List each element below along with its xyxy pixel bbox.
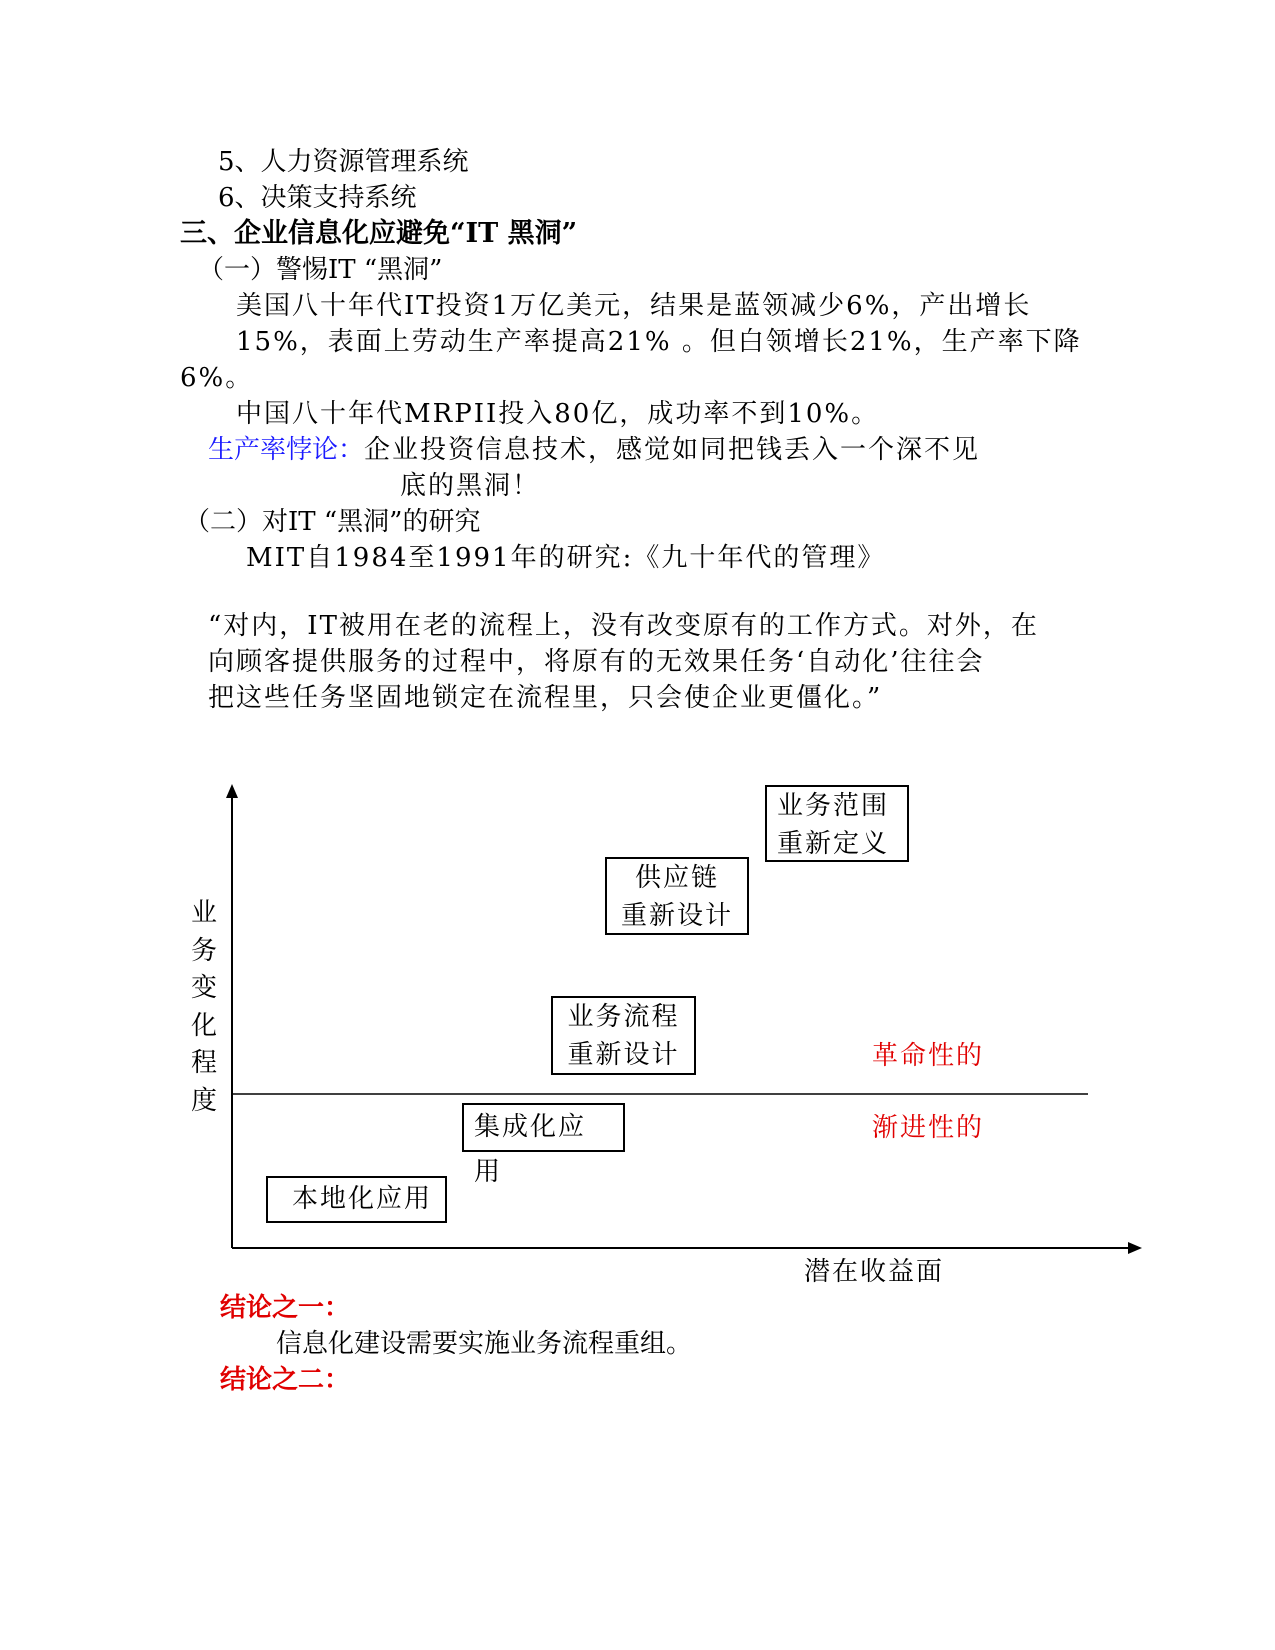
mit-study: MIT自1984至1991年的研究:《九十年代的管理》 [246,543,886,573]
box-line: 业务范围 [777,791,890,821]
list-item-6: 6、决策支持系统 [218,183,417,213]
box-supply-chain [605,857,749,935]
box-business-process [551,996,696,1075]
incremental-label: 渐进性的 [872,1113,985,1143]
paragraph-line: 美国八十年代IT投资1万亿美元，结果是蓝领减少6%，产出增长 [236,291,1032,321]
paradox-text-cont: 底的黑洞！ [400,471,541,501]
conclusion-2-label: 结论之二： [220,1365,351,1395]
box-line: 重新设计 [620,901,733,931]
box-local-app: 本地化应用 [266,1176,447,1223]
subsection-heading-2: （二）对IT “黑洞”的研究 [184,507,481,537]
box-business-scope [765,785,909,862]
box-line: 供应链 [634,863,719,893]
y-axis-label: 业务变化程度 [190,898,217,1116]
x-axis-arrow [1128,1242,1142,1254]
quote-line: “对内，IT被用在老的流程上，没有改变原有的工作方式。对外，在 [208,611,1039,641]
paragraph-line: 15%，表面上劳动生产率提高21% 。但白领增长21%，生产率下降 [236,327,1082,357]
quote-line: 把这些任务坚固地锁定在流程里，只会使企业更僵化。” [208,683,883,713]
revolutionary-label: 革命性的 [872,1041,985,1071]
x-axis-label: 潜在收益面 [804,1257,945,1287]
list-item-5: 5、人力资源管理系统 [218,147,469,177]
box-line: 重新定义 [777,829,890,859]
section-heading: 三、企业信息化应避免“IT 黑洞” [180,218,578,249]
paradox-text: 企业投资信息技术，感觉如同把钱丢入一个深不见 [364,435,981,465]
box-line: 重新设计 [567,1040,680,1070]
paradox-label: 生产率悖论： [208,435,365,465]
paragraph-line: 6%。 [180,363,254,393]
paragraph-line: 中国八十年代MRPII投入80亿，成功率不到10%。 [236,399,880,429]
conclusion-1-text: 信息化建设需要实施业务流程重组。 [276,1329,693,1359]
y-axis-arrow [226,784,238,798]
conclusion-1-label: 结论之一： [220,1293,351,1323]
quote-line: 向顾客提供服务的过程中，将原有的无效果任务‘自动化’往往会 [208,647,985,677]
box-line: 业务流程 [567,1002,680,1032]
subsection-heading-1: （一）警惕IT “黑洞” [198,255,443,285]
box-integrated-app: 集成化应用 [462,1103,625,1152]
